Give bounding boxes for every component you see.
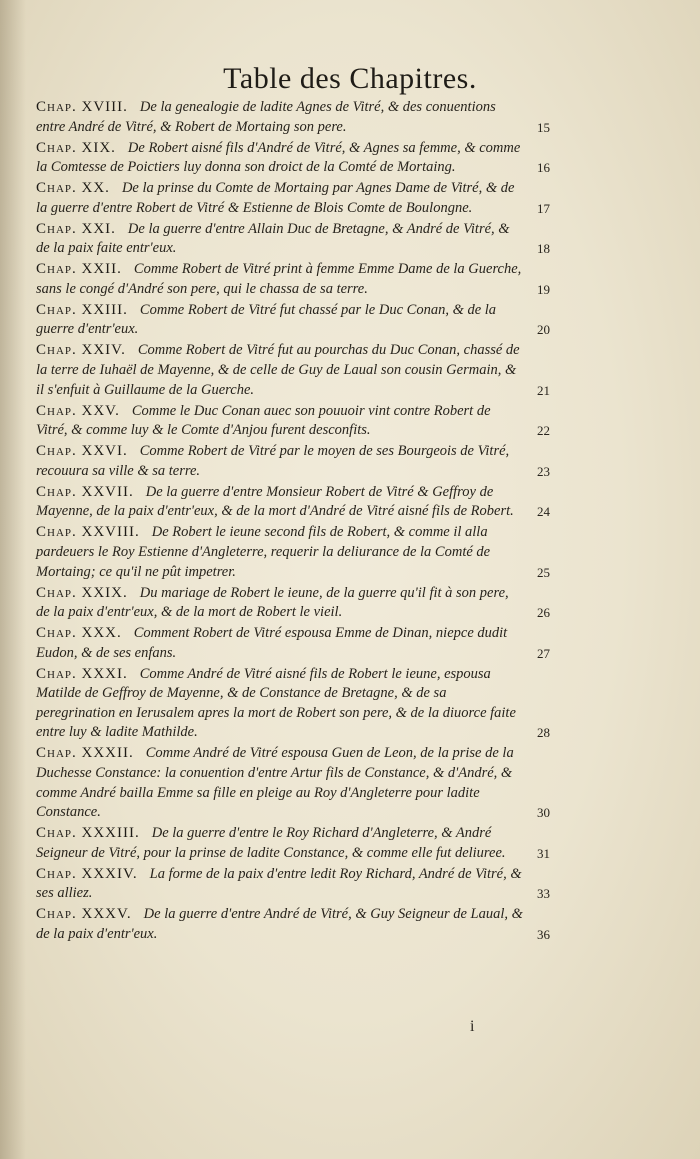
chapter-number: Chap. XXIV. bbox=[36, 342, 126, 359]
chapter-number: Chap. XIX. bbox=[36, 139, 116, 156]
chapter-title: De la genealogie de ladite Agnes de Vitré, & des conuentions entre André de Vitré, & Robert de Mortaing son pere. bbox=[36, 99, 496, 135]
toc-entry bbox=[36, 220, 550, 259]
page-number: 22 bbox=[537, 423, 550, 439]
page-number: 20 bbox=[537, 322, 550, 338]
chapter-number: Chap. XXVII. bbox=[36, 483, 134, 500]
toc-entry bbox=[36, 301, 550, 340]
toc-entry bbox=[36, 179, 550, 218]
toc-entry bbox=[36, 665, 550, 743]
chapter-title: La forme de la paix d'entre ledit Roy Richard, André de Vitré, & ses alliez. bbox=[36, 865, 522, 902]
chapter-title: Comme le Duc Conan auec son pouuoir vint contre Robert de Vitré, & comme luy & le Comte d'Anjou furent desconfits. bbox=[36, 402, 491, 439]
chapter-title: Du mariage de Robert le ieune, de la guerre qu'il fit à son pere, de la paix d'entr'eux, & de la mort de Robert le vieil. bbox=[36, 584, 509, 621]
page-number: 24 bbox=[537, 504, 550, 520]
chapter-title: De la guerre d'entre le Roy Richard d'Angleterre, & André Seigneur de Vitré, pour la prinse de ladite Constance, & comme elle fut deliuree. bbox=[36, 825, 506, 861]
page-number: 25 bbox=[537, 564, 550, 580]
page-number: 30 bbox=[537, 805, 550, 821]
toc-entry bbox=[36, 624, 550, 663]
toc-entry bbox=[36, 824, 550, 863]
chapter-number: Chap. XXXIV. bbox=[36, 865, 138, 882]
chapter-title: De la guerre d'entre Allain Duc de Bretagne, & André de Vitré, & de la paix faite entr'eux. bbox=[36, 220, 510, 257]
toc-entry bbox=[36, 260, 550, 299]
chapter-title: De la guerre d'entre Monsieur Robert de Vitré & Geffroy de Mayenne, de la paix d'entr'eux, & de la mort d'André de Vitré aisné fils de Robert. bbox=[36, 483, 514, 520]
page-number: 18 bbox=[537, 241, 550, 257]
toc-entry bbox=[36, 584, 550, 623]
chapter-title: De la guerre d'entre André de Vitré, & Guy Seigneur de Laual, & de la paix d'entr'eux. bbox=[36, 906, 523, 942]
toc-entry bbox=[36, 98, 550, 137]
toc-entry bbox=[36, 865, 550, 904]
toc-entry bbox=[36, 442, 550, 481]
page-number: 15 bbox=[537, 119, 550, 135]
page-number: 26 bbox=[537, 605, 550, 621]
chapter-number: Chap. XXVIII. bbox=[36, 524, 140, 541]
chapter-number: Chap. XX. bbox=[36, 180, 110, 197]
chapter-number: Chap. XXIX. bbox=[36, 584, 128, 601]
toc-entry bbox=[36, 139, 550, 178]
page-number: 19 bbox=[537, 281, 550, 297]
page-number: 17 bbox=[537, 200, 550, 216]
chapter-number: Chap. XXI. bbox=[36, 220, 116, 237]
chapter-title: Comme André de Vitré aisné fils de Robert le ieune, espousa Matilde de Geffroy de Mayenne, & de Constance de Bretagne, & de sa peregrination en Ierusalem apres la mort de Robert son pere, & de la diuorce faite entre luy & ladite Mathilde. bbox=[36, 665, 516, 741]
chapter-number: Chap. XXVI. bbox=[36, 443, 128, 460]
chapter-number: Chap. XXIII. bbox=[36, 301, 128, 318]
table-of-chapters bbox=[36, 98, 550, 946]
toc-entry bbox=[36, 402, 550, 441]
chapter-title: Comme André de Vitré espousa Guen de Leon, de la prise de la Duchesse Constance: la conuention d'entre Artur fils de Constance, & d'André, & comme André bailla Emme sa fille en pleige au Roy d'Angleterre pour ladite Constance. bbox=[36, 745, 514, 821]
toc-entry bbox=[36, 341, 550, 400]
toc-entry bbox=[36, 483, 550, 522]
chapter-number: Chap. XXXV. bbox=[36, 906, 132, 923]
page-spine-shadow bbox=[0, 0, 26, 1159]
chapter-number: Chap. XXV. bbox=[36, 402, 120, 419]
page-number: 21 bbox=[537, 382, 550, 398]
page-number: 31 bbox=[537, 845, 550, 861]
page-number: 16 bbox=[537, 160, 550, 176]
chapter-title: Comme Robert de Vitré par le moyen de ses Bourgeois de Vitré, recouura sa ville & sa terre. bbox=[36, 443, 510, 479]
chapter-number: Chap. XXXII. bbox=[36, 745, 134, 762]
page-number: 23 bbox=[537, 463, 550, 479]
chapter-title: De Robert le ieune second fils de Robert, & comme il alla pardeuers le Roy Estienne d'Angleterre, requerir la deliurance de la Comté de Mortaing; ce qu'il ne pût impetrer. bbox=[36, 524, 491, 580]
chapter-title: Comme Robert de Vitré fut chassé par le Duc Conan, & de la guerre d'entr'eux. bbox=[36, 301, 497, 338]
chapter-number: Chap. XXII. bbox=[36, 261, 122, 278]
chapter-number: Chap. XVIII. bbox=[36, 99, 128, 115]
chapter-number: Chap. XXX. bbox=[36, 625, 122, 642]
toc-entry bbox=[36, 523, 550, 582]
chapter-title: De la prinse du Comte de Mortaing par Agnes Dame de Vitré, & de la guerre d'entre Robert de Vitré & Estienne de Blois Comte de Boulongne. bbox=[36, 180, 515, 216]
toc-entry bbox=[36, 905, 550, 944]
chapter-title: Comme Robert de Vitré fut au pourchas du Duc Conan, chassé de la terre de Iuhaël de Mayenne, & de celle de Guy de Laual son cousin Germain, & il s'enfuit à Guillaume de la Guerche. bbox=[36, 342, 520, 398]
page-title: Table des Chapitres. bbox=[223, 62, 477, 95]
chapter-title: Comment Robert de Vitré espousa Emme de Dinan, niepce dudit Eudon, & de ses enfans. bbox=[36, 625, 508, 661]
page-number: 28 bbox=[537, 725, 550, 741]
signature-mark: i bbox=[470, 1018, 475, 1035]
chapter-title: De Robert aisné fils d'André de Vitré, & Agnes sa femme, & comme la Comtesse de Poictiers luy donna son droict de la Comté de Mortaing. bbox=[36, 139, 521, 176]
chapter-number: Chap. XXXI. bbox=[36, 665, 128, 682]
page-number: 27 bbox=[537, 645, 550, 661]
page-number: 33 bbox=[537, 886, 550, 902]
chapter-title: Comme Robert de Vitré print à femme Emme Dame de la Guerche, sans le congé d'André son pere, qui le chassa de sa terre. bbox=[36, 261, 522, 297]
page-number: 36 bbox=[537, 926, 550, 942]
toc-entry bbox=[36, 744, 550, 822]
chapter-number: Chap. XXXIII. bbox=[36, 825, 140, 842]
